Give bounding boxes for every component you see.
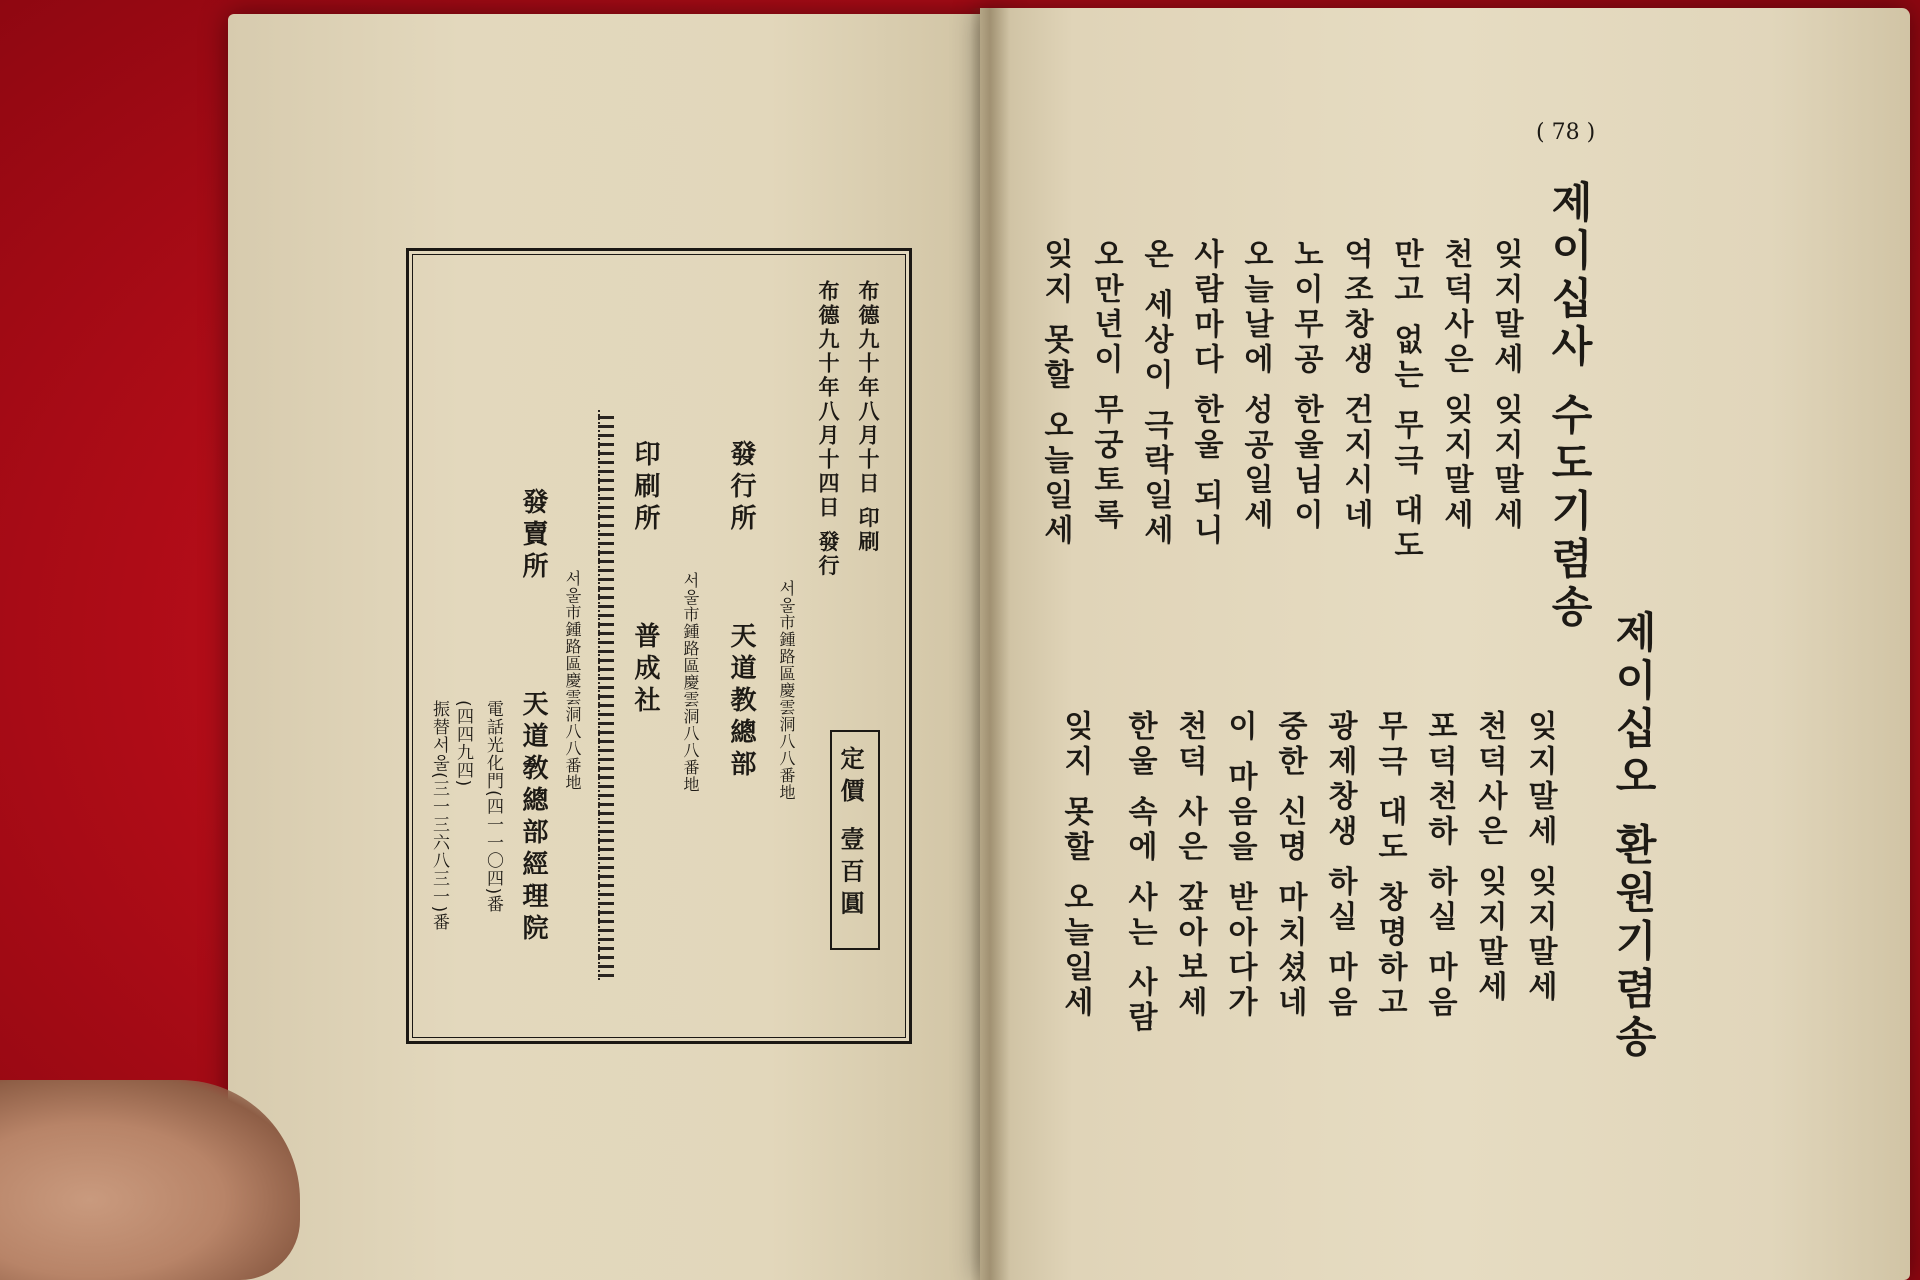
verse-2-line-8: 천덕 사은 갚아보세 (1172, 710, 1207, 1021)
title-hymn-25: 제이십오 환원기렴송 (1609, 610, 1658, 1063)
holding-finger (0, 1080, 300, 1280)
print-date: 布德九十年八月十日 印刷 (856, 280, 881, 555)
phone-number: 電話光化門(四一一〇四)番 (483, 700, 503, 914)
verse-2-line-1: 잊지말세 잊지말세 (1522, 710, 1557, 1006)
verse-1-line-6: 오늘날에 성공일세 (1238, 238, 1273, 534)
printer-label: 印刷所 (630, 440, 660, 536)
phone-number-2: (四四九四) (453, 700, 473, 788)
verse-1-line-3: 만고 없는 무극 대도 (1388, 238, 1423, 565)
price-label: 定價 壹百圓 (836, 746, 865, 923)
seller-name: 天道敎總部經理院 (518, 690, 548, 946)
printer-address: 서울市鍾路區慶雲洞八八番地 (681, 572, 700, 793)
verse-2-line-6: 중한 신명 마치셨네 (1272, 710, 1307, 1021)
printer-name: 普成社 (630, 622, 660, 718)
verse-1-line-1: 잊지말세 잊지말세 (1488, 238, 1523, 534)
page-number: ( 78 ) (1536, 120, 1596, 145)
seller-address: 서울市鍾路區慶雲洞八八番地 (563, 570, 582, 791)
verse-2-line-4: 무극 대도 창명하고 (1372, 710, 1407, 1021)
verse-2-line-2: 천덕사은 잊지말세 (1472, 710, 1507, 1006)
verse-2-line-5: 광제창생 하실 마음 (1322, 710, 1357, 1021)
verse-1-line-4: 억조창생 건지시네 (1338, 238, 1373, 534)
verse-2-line-10: 잊지 못할 오늘일세 (1058, 710, 1093, 1021)
publisher-label: 發行所 (726, 440, 756, 536)
publish-date: 布德九十年八月十四日 發行 (816, 280, 841, 579)
title-hymn-24: 제이십사 수도기렴송 (1545, 180, 1594, 633)
transfer-account: 振替서울(三一三六八三一)番 (429, 700, 449, 932)
verse-1-line-5: 노이무공 한울님이 (1288, 238, 1323, 534)
verse-1-line-9: 오만년이 무궁토록 (1088, 238, 1123, 534)
publisher-address: 서울市鍾路區慶雲洞八八番地 (777, 580, 796, 801)
verse-1-line-2: 천덕사은 잊지말세 (1438, 238, 1473, 534)
right-page (980, 8, 1910, 1280)
verse-2-line-3: 포덕천하 하실 마음 (1422, 710, 1457, 1021)
book-gutter (970, 8, 1010, 1280)
publisher-name: 天道教總部 (726, 622, 756, 782)
wavy-divider (598, 410, 614, 980)
verse-1-line-8: 온 세상이 극락일세 (1138, 238, 1173, 549)
verse-1-line-10: 잊지 못할 오늘일세 (1038, 238, 1073, 549)
seller-label: 發賣所 (518, 488, 548, 584)
verse-2-line-7: 이 마음을 받아다가 (1222, 710, 1257, 1021)
verse-1-line-7: 사람마다 한울 되니 (1188, 238, 1223, 549)
verse-2-line-9: 한울 속에 사는 사람 (1122, 710, 1157, 1037)
